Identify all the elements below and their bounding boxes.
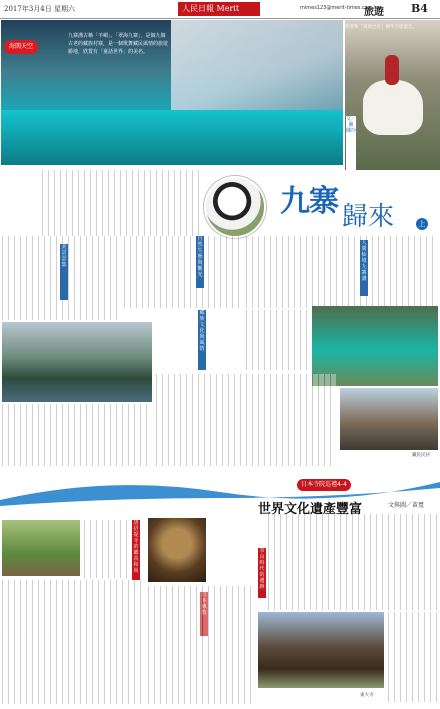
body-text-block — [2, 404, 152, 466]
mountain-lake-photo — [2, 322, 152, 402]
article-byline: 文與圖／黃寬 — [388, 502, 425, 509]
body-text-block — [246, 236, 356, 308]
village-caption: 藏民民居 — [412, 453, 430, 458]
yak-image — [363, 80, 423, 135]
subhead-strip: 奈良時代的遺跡 — [258, 548, 266, 598]
yak-photo — [345, 20, 440, 170]
temple-caption: 東大寺 — [360, 693, 374, 698]
headline-main: 九寨 — [280, 184, 338, 219]
buddha-photo — [148, 518, 206, 582]
section-name: 旅遊 — [364, 7, 384, 18]
series-tag: 日本寺院巡禮4-4 — [297, 479, 351, 491]
lake-image — [1, 110, 343, 165]
hero-intro-text: 九寨溝古稱「羊峒」、「翠海九寨」，是個九個古老的藏族村寨，是一個歌舞藏民風情的旅遊勝地，欣賞有「童話世界」的美名。 — [68, 33, 169, 55]
subhead-strip: 自然生態與觀光 — [196, 236, 204, 288]
rider-image — [385, 55, 399, 85]
section-divider-wave — [0, 470, 440, 510]
body-text-block — [360, 236, 438, 306]
body-text-block — [42, 170, 202, 236]
author-label: 文／圖 陳玲 — [346, 116, 356, 170]
subhead-strip: 日本佛教 — [200, 592, 208, 636]
body-text-block — [268, 514, 438, 610]
body-text-block — [388, 612, 438, 702]
body-text-block — [124, 236, 240, 308]
headline-second: 歸來 — [342, 202, 395, 232]
body-text-block — [156, 374, 336, 466]
panda-circle-photo — [204, 176, 266, 238]
issue-date: 2017年3月4日 星期六 — [4, 5, 75, 13]
temple-photo — [258, 612, 384, 688]
snow-trees-image — [171, 20, 343, 110]
contact-email: mimes123@merit-times.com.tw — [300, 5, 381, 11]
newspaper-logo: 人民日報 Merit — [178, 2, 260, 16]
village-photo — [340, 388, 438, 450]
body-text-block — [2, 580, 142, 704]
body-text-block — [246, 310, 308, 370]
body-text-block — [84, 520, 128, 578]
subhead-strip: 美景雲集 — [60, 244, 68, 300]
column-tag: 海闊天空 — [4, 40, 38, 54]
deer-photo — [2, 520, 80, 576]
headline-part-badge: 上 — [416, 218, 428, 230]
hero-lake-photo — [1, 20, 343, 165]
article-title: 世界文化遺產豐富 — [258, 502, 363, 517]
yak-photo-caption: 作者和「高原之舟」犛牛合影留念。 — [345, 25, 417, 30]
page-number: B4 — [411, 2, 428, 15]
subhead-strip: 藏族文化與風情 — [198, 310, 206, 370]
body-text-block — [148, 586, 252, 704]
subhead-strip: 唐招提寺的鑑真和尚 — [132, 520, 140, 580]
subhead-strip: 人間仙境九寨溝 — [360, 240, 368, 296]
